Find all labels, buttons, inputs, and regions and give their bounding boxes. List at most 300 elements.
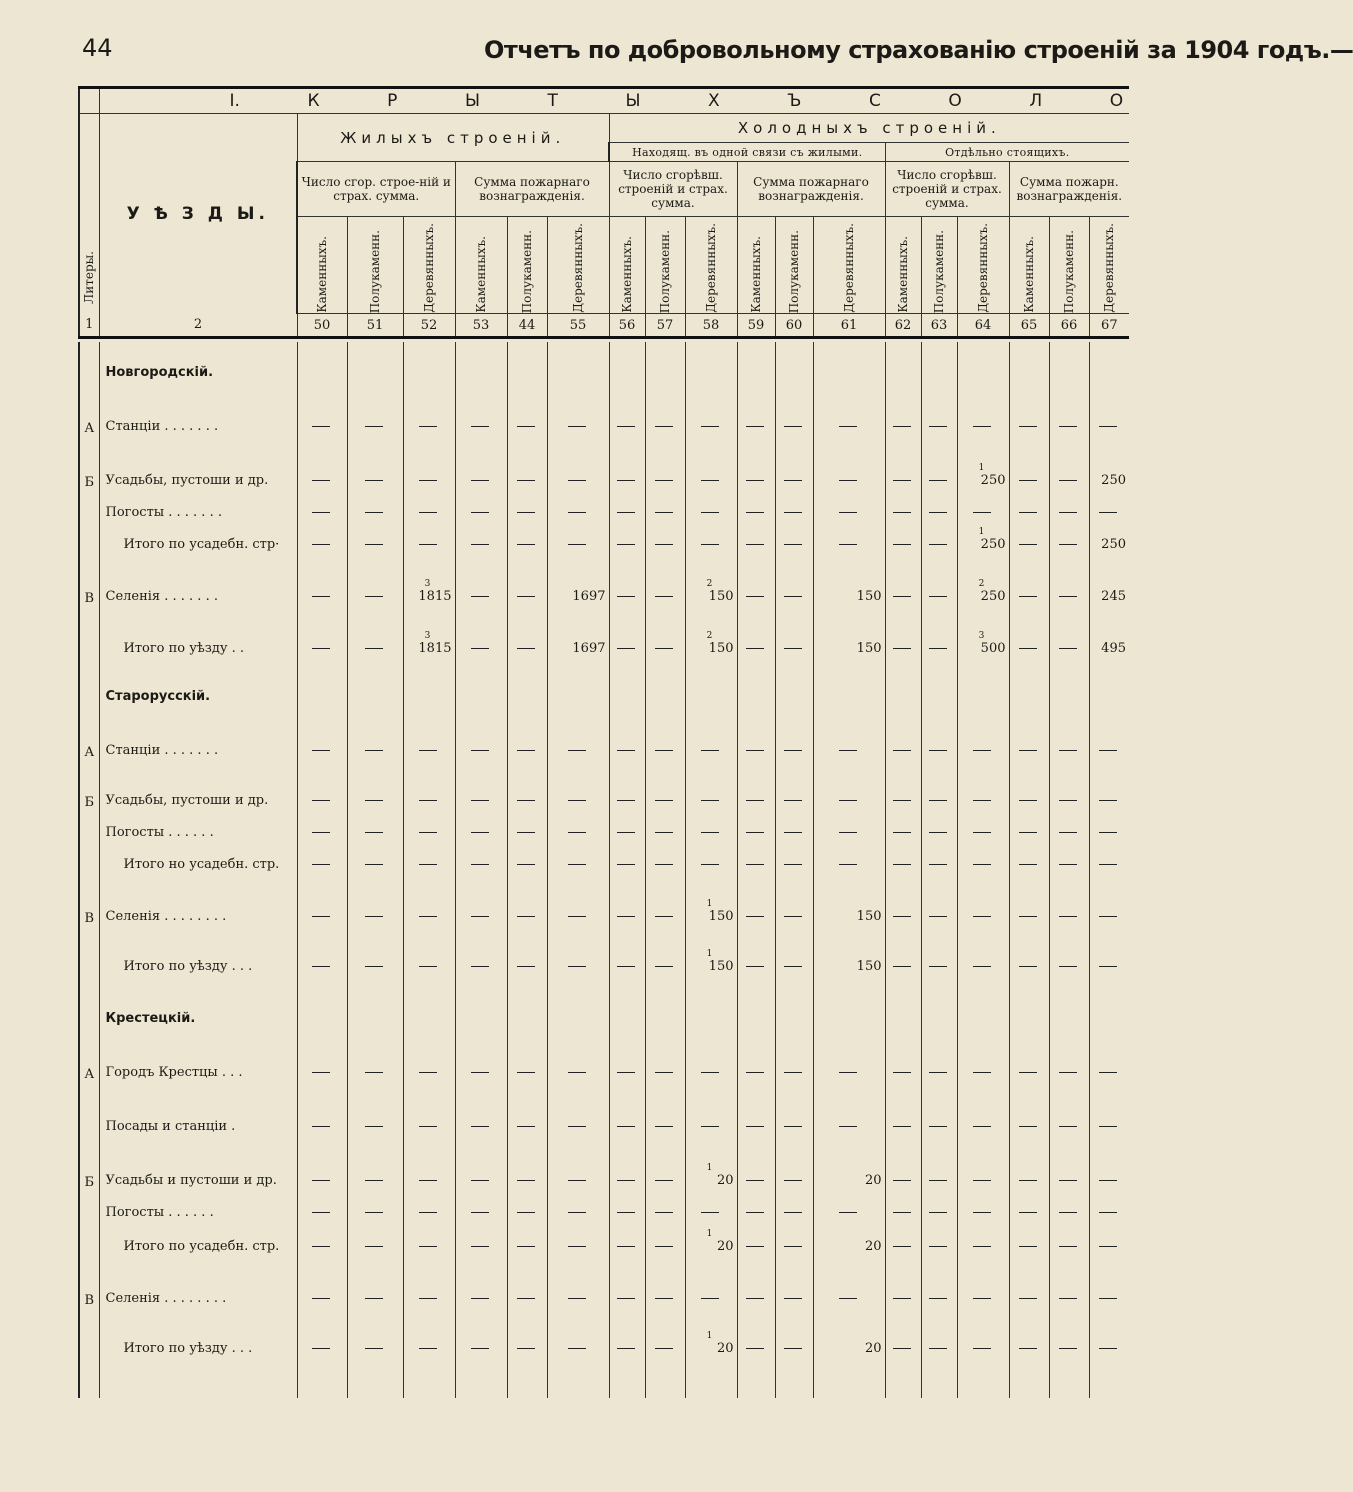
dash-mark xyxy=(312,750,330,751)
dash-cell xyxy=(347,842,403,874)
dash-mark xyxy=(312,1126,330,1127)
dash-mark xyxy=(746,648,764,649)
dash-cell xyxy=(507,926,547,976)
material-header: Каменныхъ. xyxy=(885,217,921,314)
value-cell xyxy=(1089,522,1129,554)
column-number: 55 xyxy=(547,314,609,338)
row-letter: Б xyxy=(79,436,99,490)
dash-cell xyxy=(1009,842,1049,874)
empty-cell xyxy=(609,1358,645,1398)
dash-mark xyxy=(471,544,489,545)
dash-mark xyxy=(419,750,437,751)
header-letter: О xyxy=(948,91,962,111)
dash-cell xyxy=(775,436,813,490)
dash-cell xyxy=(1009,874,1049,926)
row-letter: Б xyxy=(79,760,99,810)
fire-count: 2 xyxy=(978,579,985,589)
dash-mark xyxy=(365,750,383,751)
dash-mark xyxy=(1059,1180,1077,1181)
dash-mark xyxy=(617,596,635,597)
table-row xyxy=(79,606,1129,658)
dash-mark xyxy=(1059,426,1077,427)
dash-mark xyxy=(839,512,857,513)
dash-mark xyxy=(365,1298,383,1299)
dash-cell xyxy=(347,1082,403,1136)
dash-cell xyxy=(775,706,813,760)
cell-value: 495 xyxy=(1101,641,1126,656)
dash-mark xyxy=(1059,648,1077,649)
cell-value: 1815 xyxy=(418,641,452,656)
dash-mark xyxy=(929,916,947,917)
empty-cell xyxy=(685,342,737,382)
dash-cell xyxy=(645,490,685,522)
dash-mark xyxy=(655,480,673,481)
dash-mark xyxy=(517,800,535,801)
dash-mark xyxy=(419,800,437,801)
dash-cell xyxy=(775,522,813,554)
empty-cell xyxy=(79,1358,99,1398)
dash-cell xyxy=(813,1082,885,1136)
empty-cell xyxy=(507,976,547,1028)
dash-cell xyxy=(347,1190,403,1222)
dash-cell xyxy=(403,810,455,842)
dash-mark xyxy=(419,512,437,513)
fire-count: 3 xyxy=(424,579,431,589)
dash-cell xyxy=(813,760,885,810)
dash-mark xyxy=(365,1180,383,1181)
dash-cell xyxy=(1049,382,1089,436)
row-label: Селенія . . . . . . . . xyxy=(99,874,297,926)
dash-mark xyxy=(1099,1126,1117,1127)
table-row xyxy=(79,842,1129,874)
dash-cell xyxy=(737,1190,775,1222)
dash-mark xyxy=(893,596,911,597)
dash-cell xyxy=(957,842,1009,874)
header-letter: К xyxy=(307,91,320,111)
dash-cell xyxy=(455,706,507,760)
dash-mark xyxy=(701,750,719,751)
dash-cell xyxy=(775,842,813,874)
dash-cell xyxy=(1049,554,1089,606)
dash-cell xyxy=(685,1256,737,1308)
dash-cell xyxy=(685,490,737,522)
dash-mark xyxy=(746,596,764,597)
dash-mark xyxy=(617,1212,635,1213)
dash-cell xyxy=(609,436,645,490)
dash-cell xyxy=(737,1082,775,1136)
dash-cell xyxy=(455,606,507,658)
cell-value: 20 xyxy=(864,1341,882,1356)
row-letter: А xyxy=(79,382,99,436)
dash-mark xyxy=(746,1072,764,1073)
dash-cell xyxy=(645,1082,685,1136)
dash-mark xyxy=(312,544,330,545)
dash-cell xyxy=(507,1028,547,1082)
dash-mark xyxy=(312,1072,330,1073)
dash-cell xyxy=(609,874,645,926)
dash-mark xyxy=(568,1212,586,1213)
dash-mark xyxy=(929,800,947,801)
empty-cell xyxy=(347,342,403,382)
empty-cell xyxy=(957,658,1009,706)
dash-mark xyxy=(365,1126,383,1127)
cell-value: 1697 xyxy=(572,589,606,604)
dash-mark xyxy=(839,544,857,545)
dash-cell xyxy=(507,760,547,810)
dash-mark xyxy=(1059,864,1077,865)
dash-cell xyxy=(645,522,685,554)
row-label: Городъ Крестцы . . . xyxy=(99,1028,297,1082)
cell-value: 250 xyxy=(980,589,1006,604)
dash-mark xyxy=(701,800,719,801)
material-header: Полукаменн. xyxy=(1049,217,1089,314)
dash-cell xyxy=(645,810,685,842)
dash-mark xyxy=(365,1246,383,1247)
dash-mark xyxy=(1019,832,1037,833)
dash-cell xyxy=(1009,490,1049,522)
dash-mark xyxy=(973,1072,991,1073)
dash-cell xyxy=(921,1308,957,1358)
column-number: 67 xyxy=(1089,314,1129,338)
dash-cell xyxy=(885,810,921,842)
dash-mark xyxy=(617,1126,635,1127)
dash-cell xyxy=(1049,1256,1089,1308)
dash-cell xyxy=(403,522,455,554)
dash-cell xyxy=(403,706,455,760)
dash-mark xyxy=(617,916,635,917)
dash-mark xyxy=(1059,512,1077,513)
table-row xyxy=(79,382,1129,436)
dash-cell xyxy=(921,926,957,976)
dash-mark xyxy=(893,1348,911,1349)
dash-mark xyxy=(929,864,947,865)
column-number: 56 xyxy=(609,314,645,338)
dash-cell xyxy=(1049,1136,1089,1190)
dash-mark xyxy=(973,1212,991,1213)
dash-mark xyxy=(471,1246,489,1247)
dash-mark xyxy=(746,966,764,967)
dash-cell xyxy=(297,842,347,874)
letter-cell xyxy=(79,976,99,1028)
dash-cell xyxy=(921,490,957,522)
dash-mark xyxy=(517,1246,535,1247)
dash-mark xyxy=(1019,1126,1037,1127)
dash-mark xyxy=(517,544,535,545)
dash-cell xyxy=(813,490,885,522)
dash-mark xyxy=(365,480,383,481)
dash-mark xyxy=(365,1348,383,1349)
dash-cell xyxy=(957,874,1009,926)
dash-cell xyxy=(957,706,1009,760)
cell-value: 250 xyxy=(980,473,1006,488)
dash-cell xyxy=(885,1308,921,1358)
header-letter: Л xyxy=(1029,91,1043,111)
dash-cell xyxy=(347,522,403,554)
dash-mark xyxy=(839,426,857,427)
dash-mark xyxy=(517,1298,535,1299)
dash-cell xyxy=(921,1190,957,1222)
material-header: Полукаменн. xyxy=(347,217,403,314)
value-cell xyxy=(813,1136,885,1190)
dash-cell xyxy=(403,1028,455,1082)
dash-cell xyxy=(885,760,921,810)
empty-cell xyxy=(1049,976,1089,1028)
dash-mark xyxy=(746,426,764,427)
value-cell xyxy=(403,554,455,606)
dash-cell xyxy=(737,874,775,926)
dash-cell xyxy=(297,554,347,606)
dash-mark xyxy=(471,1298,489,1299)
dash-mark xyxy=(784,1180,802,1181)
dash-mark xyxy=(617,544,635,545)
row-letter: В xyxy=(79,554,99,606)
dash-cell xyxy=(347,490,403,522)
dash-mark xyxy=(517,966,535,967)
value-cell xyxy=(957,522,1009,554)
dash-cell xyxy=(921,436,957,490)
dash-cell xyxy=(609,1028,645,1082)
dash-cell xyxy=(737,436,775,490)
dash-cell xyxy=(645,554,685,606)
cell-value: 500 xyxy=(980,641,1006,656)
empty-cell xyxy=(885,658,921,706)
empty-cell xyxy=(347,1358,403,1398)
value-cell xyxy=(813,606,885,658)
dash-cell xyxy=(347,1256,403,1308)
dash-mark xyxy=(784,1246,802,1247)
empty-cell xyxy=(609,658,645,706)
empty-cell xyxy=(645,342,685,382)
dash-mark xyxy=(701,832,719,833)
dash-mark xyxy=(365,1212,383,1213)
dash-mark xyxy=(617,750,635,751)
dash-mark xyxy=(784,832,802,833)
dash-mark xyxy=(568,1126,586,1127)
dash-cell xyxy=(685,760,737,810)
dash-cell xyxy=(885,1190,921,1222)
dash-cell xyxy=(297,1190,347,1222)
empty-cell xyxy=(1009,1358,1049,1398)
table-row xyxy=(79,1136,1129,1190)
table-row xyxy=(79,1190,1129,1222)
dash-cell xyxy=(297,1136,347,1190)
dash-cell xyxy=(347,760,403,810)
dash-cell xyxy=(775,810,813,842)
dash-mark xyxy=(746,750,764,751)
cell-value: 20 xyxy=(716,1239,734,1254)
dash-cell xyxy=(775,1082,813,1136)
empty-cell xyxy=(455,1358,507,1398)
dash-mark xyxy=(1099,1180,1117,1181)
row-label: Усадьбы и пустоши и др. xyxy=(99,1136,297,1190)
dash-mark xyxy=(701,864,719,865)
dash-mark xyxy=(893,800,911,801)
dash-mark xyxy=(701,512,719,513)
table-row xyxy=(79,490,1129,522)
header-letter: Х xyxy=(708,91,720,111)
dash-mark xyxy=(1019,596,1037,597)
dash-cell xyxy=(737,490,775,522)
dash-cell xyxy=(1089,1308,1129,1358)
dash-mark xyxy=(568,800,586,801)
dash-cell xyxy=(455,1222,507,1256)
dash-cell xyxy=(1089,490,1129,522)
dash-cell xyxy=(455,1256,507,1308)
dash-cell xyxy=(775,1222,813,1256)
dash-mark xyxy=(471,966,489,967)
dash-mark xyxy=(1059,750,1077,751)
column-number: 66 xyxy=(1049,314,1089,338)
dash-cell xyxy=(507,1190,547,1222)
dash-cell xyxy=(609,382,645,436)
empty-cell xyxy=(737,658,775,706)
dash-mark xyxy=(893,1126,911,1127)
dash-cell xyxy=(813,522,885,554)
dash-mark xyxy=(701,1212,719,1213)
dash-cell xyxy=(921,810,957,842)
dash-cell xyxy=(547,926,609,976)
dash-mark xyxy=(701,426,719,427)
dash-mark xyxy=(617,832,635,833)
dash-cell xyxy=(921,874,957,926)
dash-mark xyxy=(471,750,489,751)
dash-cell xyxy=(645,926,685,976)
dash-mark xyxy=(839,480,857,481)
dash-mark xyxy=(1099,966,1117,967)
row-label: Станціи . . . . . . . xyxy=(99,706,297,760)
cap-count-detached: Число сгорѣвш. строеній и страх. сумма. xyxy=(885,162,1009,217)
dash-mark xyxy=(784,800,802,801)
dash-mark xyxy=(1059,966,1077,967)
dash-cell xyxy=(1009,1256,1049,1308)
dash-cell xyxy=(547,1222,609,1256)
dash-mark xyxy=(839,1126,857,1127)
dash-cell xyxy=(609,606,645,658)
dash-mark xyxy=(973,864,991,865)
row-letter: А xyxy=(79,1028,99,1082)
dash-mark xyxy=(746,800,764,801)
dash-mark xyxy=(784,544,802,545)
table-row xyxy=(79,1028,1129,1082)
dash-cell xyxy=(775,874,813,926)
dash-cell xyxy=(609,1308,645,1358)
dash-cell xyxy=(297,1082,347,1136)
fire-count: 1 xyxy=(706,1163,713,1173)
dash-cell xyxy=(645,874,685,926)
value-cell xyxy=(547,554,609,606)
fire-count: 3 xyxy=(978,631,985,641)
empty-cell xyxy=(1089,1358,1129,1398)
dash-mark xyxy=(701,544,719,545)
dash-mark xyxy=(419,1180,437,1181)
dash-cell xyxy=(813,1028,885,1082)
dash-mark xyxy=(312,916,330,917)
empty-cell xyxy=(775,658,813,706)
dash-mark xyxy=(746,480,764,481)
dash-mark xyxy=(517,1072,535,1073)
cell-value: 150 xyxy=(708,589,734,604)
dash-cell xyxy=(737,842,775,874)
dash-mark xyxy=(568,544,586,545)
dash-cell xyxy=(921,1082,957,1136)
dash-cell xyxy=(885,1082,921,1136)
table-row xyxy=(79,810,1129,842)
cell-value: 1815 xyxy=(418,589,452,604)
dash-cell xyxy=(347,874,403,926)
dash-mark xyxy=(1099,512,1117,513)
dash-mark xyxy=(312,864,330,865)
dash-cell xyxy=(921,382,957,436)
dash-mark xyxy=(312,1246,330,1247)
dash-mark xyxy=(1059,832,1077,833)
material-header: Деревянныхъ. xyxy=(813,217,885,314)
dash-mark xyxy=(312,512,330,513)
dash-cell xyxy=(1089,1190,1129,1222)
dash-mark xyxy=(893,1298,911,1299)
dash-mark xyxy=(517,1348,535,1349)
section-title: Новгородскій. xyxy=(99,342,297,382)
dash-cell xyxy=(455,1308,507,1358)
dash-mark xyxy=(655,966,673,967)
dash-mark xyxy=(568,832,586,833)
dash-cell xyxy=(645,1308,685,1358)
dash-cell xyxy=(737,554,775,606)
dash-cell xyxy=(1049,810,1089,842)
group-residential: Жилыхъ строеній. xyxy=(297,114,609,162)
dash-cell xyxy=(737,760,775,810)
dash-cell xyxy=(403,1190,455,1222)
value-cell xyxy=(813,926,885,976)
dash-mark xyxy=(471,1180,489,1181)
fire-count: 1 xyxy=(978,463,985,473)
dash-cell xyxy=(609,1222,645,1256)
dash-mark xyxy=(784,1348,802,1349)
dash-mark xyxy=(746,1246,764,1247)
dash-cell xyxy=(1009,606,1049,658)
dash-cell xyxy=(455,1082,507,1136)
cell-value: 250 xyxy=(1101,537,1126,552)
dash-mark xyxy=(655,1072,673,1073)
dash-cell xyxy=(921,842,957,874)
row-letter xyxy=(79,606,99,658)
dash-cell xyxy=(507,382,547,436)
dash-cell xyxy=(1089,760,1129,810)
dash-cell xyxy=(645,1028,685,1082)
dash-cell xyxy=(1009,436,1049,490)
dash-mark xyxy=(568,916,586,917)
dash-mark xyxy=(701,1072,719,1073)
dash-mark xyxy=(419,1212,437,1213)
dash-mark xyxy=(1059,1246,1077,1247)
dash-mark xyxy=(617,1246,635,1247)
dash-mark xyxy=(1059,1072,1077,1073)
dash-cell xyxy=(609,926,645,976)
dash-mark xyxy=(1019,916,1037,917)
dash-cell xyxy=(885,706,921,760)
dash-mark xyxy=(517,916,535,917)
dash-mark xyxy=(312,648,330,649)
dash-cell xyxy=(1009,810,1049,842)
main-letters-header xyxy=(99,88,1129,114)
dash-cell xyxy=(507,1082,547,1136)
dash-cell xyxy=(455,1028,507,1082)
cell-value: 245 xyxy=(1101,589,1126,604)
dash-cell xyxy=(1049,1308,1089,1358)
dash-mark xyxy=(973,966,991,967)
dash-cell xyxy=(1089,382,1129,436)
row-letter xyxy=(79,522,99,554)
dash-mark xyxy=(1019,800,1037,801)
